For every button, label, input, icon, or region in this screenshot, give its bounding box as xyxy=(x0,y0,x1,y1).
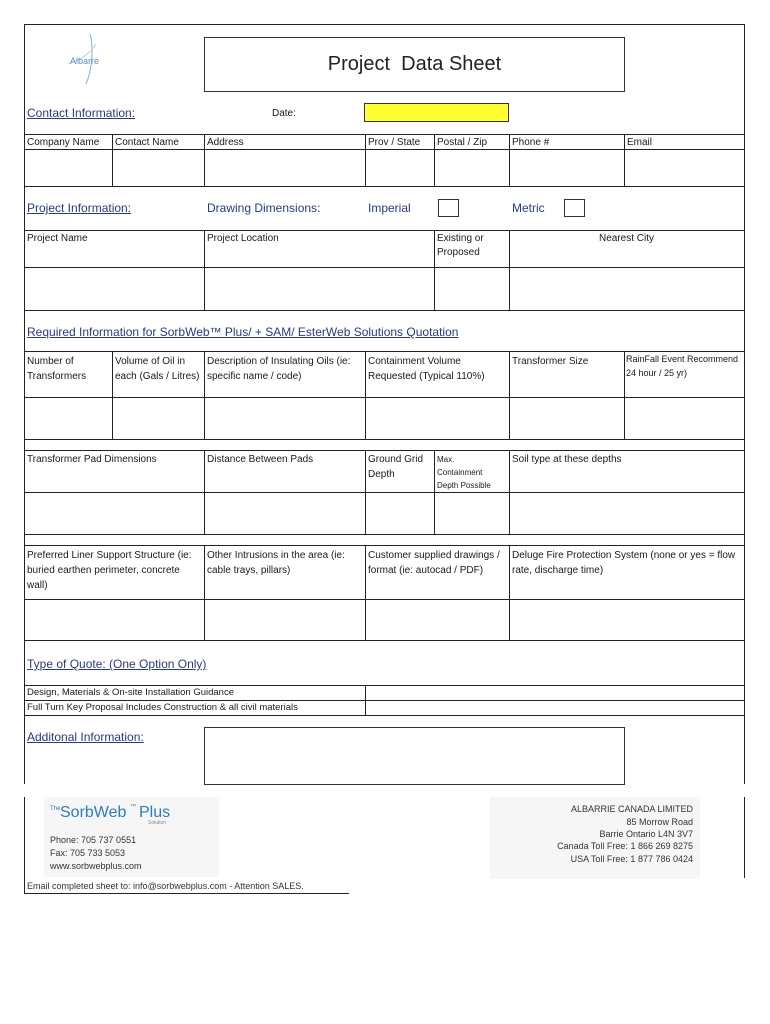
transformer-size-label: Transformer Size xyxy=(512,356,589,367)
max-containment-field[interactable] xyxy=(435,493,508,533)
contact-table-bottom xyxy=(24,186,745,187)
logo-solution-text: Solution xyxy=(148,820,167,826)
col-nearest-city: Nearest City xyxy=(599,233,655,244)
distance-pads-field[interactable] xyxy=(205,493,364,533)
req-row2-bottom xyxy=(24,534,745,535)
req-row3-top xyxy=(24,545,745,546)
footer-email-instruction: Email completed sheet to: info@sorbwebplus.com - Attention SALES. xyxy=(27,881,304,891)
pad-dimensions-field[interactable] xyxy=(25,493,203,533)
number-transformers-line2: Transformers xyxy=(27,371,87,382)
number-transformers-line1: Number of xyxy=(27,356,74,367)
quote-section-title: Type of Quote: (One Option Only) xyxy=(27,657,207,671)
liner-support-line1: Preferred Liner Support Structure (ie: xyxy=(27,550,192,561)
col-contact-name: Contact Name xyxy=(115,137,179,148)
footer-canada-toll: Canada Toll Free: 1 866 269 8275 xyxy=(557,841,693,851)
contact-name-field[interactable] xyxy=(113,150,203,185)
req-row2-top xyxy=(24,450,745,451)
deluge-fire-field[interactable] xyxy=(510,600,744,639)
containment-volume-field[interactable] xyxy=(366,398,508,438)
metric-checkbox[interactable] xyxy=(564,199,585,217)
quote-select-design[interactable] xyxy=(366,686,744,699)
footer-address-1: 85 Morrow Road xyxy=(626,817,693,827)
required-section-title: Required Information for SorbWeb™ Plus/ + SAM/ EsterWeb Solutions Quotation xyxy=(27,325,459,339)
postal-zip-field[interactable] xyxy=(435,150,508,185)
project-location-field[interactable] xyxy=(205,268,433,309)
ground-grid-line2: Depth xyxy=(368,469,395,480)
footer-fax: Fax: 705 733 5053 xyxy=(50,848,126,858)
frame-bottom xyxy=(24,893,349,894)
other-intrusions-line1: Other Intrusions in the area (ie: xyxy=(207,550,345,561)
logo-the-text: The xyxy=(50,806,61,812)
max-containment-line2: Containment xyxy=(437,468,483,477)
containment-volume-line2: Requested (Typical 110%) xyxy=(368,371,485,382)
logo-sorbweb-text: SorbWeb xyxy=(60,804,127,821)
col-postal-zip: Postal / Zip xyxy=(437,137,488,148)
additional-info-field[interactable] xyxy=(204,727,625,785)
col-prov-state: Prov / State xyxy=(368,137,421,148)
transformer-size-field[interactable] xyxy=(510,398,623,438)
nearest-city-field[interactable] xyxy=(510,268,744,309)
oil-description-line2: specific name / code) xyxy=(207,371,302,382)
albarre-logo-text: Albarre xyxy=(70,56,100,66)
quote-option-turnkey: Full Turn Key Proposal Includes Construction & all civil materials xyxy=(27,702,298,713)
customer-drawings-line1: Customer supplied drawings / xyxy=(368,550,500,561)
quote-option-design: Design, Materials & On-site Installation Guidance xyxy=(27,687,234,698)
col-project-location: Project Location xyxy=(207,233,279,244)
max-containment-line1: Max. xyxy=(437,455,455,464)
ground-grid-line1: Ground Grid xyxy=(368,454,424,465)
frame-right xyxy=(744,24,745,784)
metric-label: Metric xyxy=(512,201,545,215)
footer-company: ALBARRIE CANADA LIMITED xyxy=(570,804,693,814)
footer-website: www.sorbwebplus.com xyxy=(50,861,142,871)
oil-description-field[interactable] xyxy=(205,398,364,438)
col-email: Email xyxy=(627,137,653,148)
date-field[interactable] xyxy=(364,103,509,122)
customer-drawings-line2: format (ie: autocad / PDF) xyxy=(368,565,484,576)
drawing-dimensions-label: Drawing Dimensions: xyxy=(207,201,321,215)
deluge-fire-line1: Deluge Fire Protection System (none or yes = flow xyxy=(512,550,736,561)
col-existing-line1: Existing or xyxy=(437,233,484,244)
company-name-field[interactable] xyxy=(25,150,111,185)
footer-phone: Phone: 705 737 0551 xyxy=(50,835,137,845)
date-label: Date: xyxy=(272,108,296,119)
col-project-name: Project Name xyxy=(27,233,88,244)
col-existing-line2: Proposed xyxy=(437,247,480,258)
col-phone: Phone # xyxy=(512,137,550,148)
pad-dimensions-label: Transformer Pad Dimensions xyxy=(27,454,157,465)
ground-grid-field[interactable] xyxy=(366,493,433,533)
page-title: Project Data Sheet xyxy=(327,53,502,75)
frame-right-lower xyxy=(744,797,745,878)
project-name-field[interactable] xyxy=(25,268,203,309)
volume-oil-line2: each (Gals / Litres) xyxy=(115,371,200,382)
other-intrusions-line2: cable trays, pillars) xyxy=(207,565,291,576)
rainfall-field[interactable] xyxy=(625,398,744,438)
logo-plus-text: Plus xyxy=(139,804,171,821)
other-intrusions-field[interactable] xyxy=(205,600,364,639)
deluge-fire-line2: rate, discharge time) xyxy=(512,565,604,576)
req-row3-bottom xyxy=(24,640,745,641)
liner-support-line2: buried earthen perimeter, concrete xyxy=(27,565,180,576)
footer-address-2: Barrie Ontario L4N 3V7 xyxy=(599,829,693,839)
volume-oil-line1: Volume of Oil in xyxy=(115,356,186,367)
frame-left-lower xyxy=(24,797,25,894)
prov-state-field[interactable] xyxy=(366,150,433,185)
col-address: Address xyxy=(207,137,244,148)
req-row1-bottom xyxy=(24,439,745,440)
customer-drawings-field[interactable] xyxy=(366,600,508,639)
footer-usa-toll: USA Toll Free: 1 877 786 0424 xyxy=(570,854,693,864)
containment-volume-line1: Containment Volume xyxy=(368,356,461,367)
contact-section-title: Contact Information: xyxy=(27,106,136,120)
imperial-label: Imperial xyxy=(368,201,411,215)
logo-tm-text: ™ xyxy=(130,804,136,810)
col-company-name: Company Name xyxy=(27,137,100,148)
soil-type-field[interactable] xyxy=(510,493,744,533)
additional-section-title: Additonal Information: xyxy=(27,730,144,744)
frame-top xyxy=(24,24,745,25)
number-transformers-field[interactable] xyxy=(25,398,111,438)
soil-type-label: Soil type at these depths xyxy=(512,454,622,465)
project-section-title: Project Information: xyxy=(27,201,132,215)
email-field[interactable] xyxy=(625,150,744,185)
distance-pads-label: Distance Between Pads xyxy=(207,454,314,465)
rainfall-line2: 24 hour / 25 yr) xyxy=(626,368,688,378)
existing-proposed-field[interactable] xyxy=(435,268,508,309)
project-table-bottom xyxy=(24,310,745,311)
req-row1-top xyxy=(24,351,745,352)
liner-support-line3: wall) xyxy=(27,580,48,591)
phone-field[interactable] xyxy=(510,150,623,185)
oil-description-line1: Description of Insulating Oils (ie: xyxy=(207,356,351,367)
volume-oil-field[interactable] xyxy=(113,398,203,438)
quote-bottom xyxy=(24,715,745,716)
rainfall-line1: RainFall Event Recommend xyxy=(626,354,739,364)
max-containment-line3: Depth Possible xyxy=(437,481,491,490)
imperial-checkbox[interactable] xyxy=(438,199,459,217)
quote-select-turnkey[interactable] xyxy=(366,701,744,714)
address-field[interactable] xyxy=(205,150,364,185)
liner-support-field[interactable] xyxy=(25,600,203,639)
